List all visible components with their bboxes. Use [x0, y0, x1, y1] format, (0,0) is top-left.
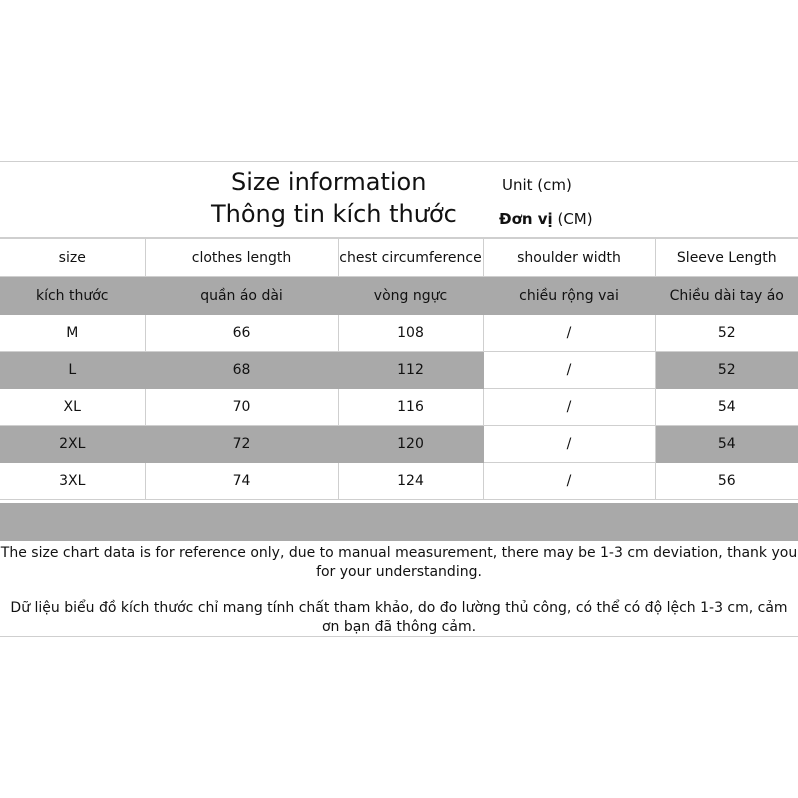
table-cell: 124 [338, 463, 483, 500]
table-row [0, 389, 798, 426]
table-cell: XL [0, 389, 145, 426]
header-cell: size [0, 239, 145, 277]
table-cell: 54 [655, 426, 798, 463]
table-cell: 54 [655, 389, 798, 426]
table-cell: 52 [655, 315, 798, 352]
table-cell: 74 [145, 463, 338, 500]
table-cell: 108 [338, 315, 483, 352]
header-cell: chiều rộng vai [483, 277, 655, 315]
title-block [0, 162, 798, 238]
table-cell: 70 [145, 389, 338, 426]
table-cell: 120 [338, 426, 483, 463]
header-cell: Chiều dài tay áo [655, 277, 798, 315]
header-cell: chest circumference [338, 239, 483, 277]
table-cell: / [483, 352, 655, 389]
title-en: Size information [231, 168, 427, 196]
header-cell: kích thước [0, 277, 145, 315]
header-cell: clothes length [145, 239, 338, 277]
size-table [0, 238, 798, 500]
table-row [0, 426, 798, 463]
table-cell: / [483, 463, 655, 500]
table-row [0, 315, 798, 352]
table-row [0, 352, 798, 389]
header-cell: Sleeve Length [655, 239, 798, 277]
unit-vi-label: Đơn vị [499, 210, 553, 228]
unit-vi-unit: (CM) [552, 210, 593, 228]
unit-en: Unit (cm) [502, 176, 572, 194]
table-cell: 68 [145, 352, 338, 389]
header-row-vi [0, 277, 798, 315]
note-en: The size chart data is for reference only, due to manual measurement, there may be 1-3 cm deviation, thank you for your understanding. [0, 545, 798, 580]
table-cell: 112 [338, 352, 483, 389]
table-cell: L [0, 352, 145, 389]
table-cell: M [0, 315, 145, 352]
table-cell: 3XL [0, 463, 145, 500]
table-cell: 72 [145, 426, 338, 463]
table-row [0, 463, 798, 500]
table-cell: 56 [655, 463, 798, 500]
table-cell: 2XL [0, 426, 145, 463]
note-vi: Dữ liệu biểu đồ kích thước chỉ mang tính chất tham khảo, do đo lường thủ công, có thể có độ lệch 1-3 cm, cảm ơn bạn đã thông cảm. [10, 600, 788, 635]
header-cell: shoulder width [483, 239, 655, 277]
table-cell: / [483, 389, 655, 426]
table-cell: / [483, 426, 655, 463]
table-cell: 66 [145, 315, 338, 352]
table-cell: / [483, 315, 655, 352]
table-cell: 116 [338, 389, 483, 426]
blank-band [0, 503, 798, 541]
table-cell: 52 [655, 352, 798, 389]
size-chart [0, 161, 798, 637]
unit-vi [499, 210, 593, 228]
header-cell: quần áo dài [145, 277, 338, 315]
notes [0, 541, 798, 637]
title-vi: Thông tin kích thước [211, 200, 457, 228]
header-row-en [0, 239, 798, 277]
header-cell: vòng ngực [338, 277, 483, 315]
